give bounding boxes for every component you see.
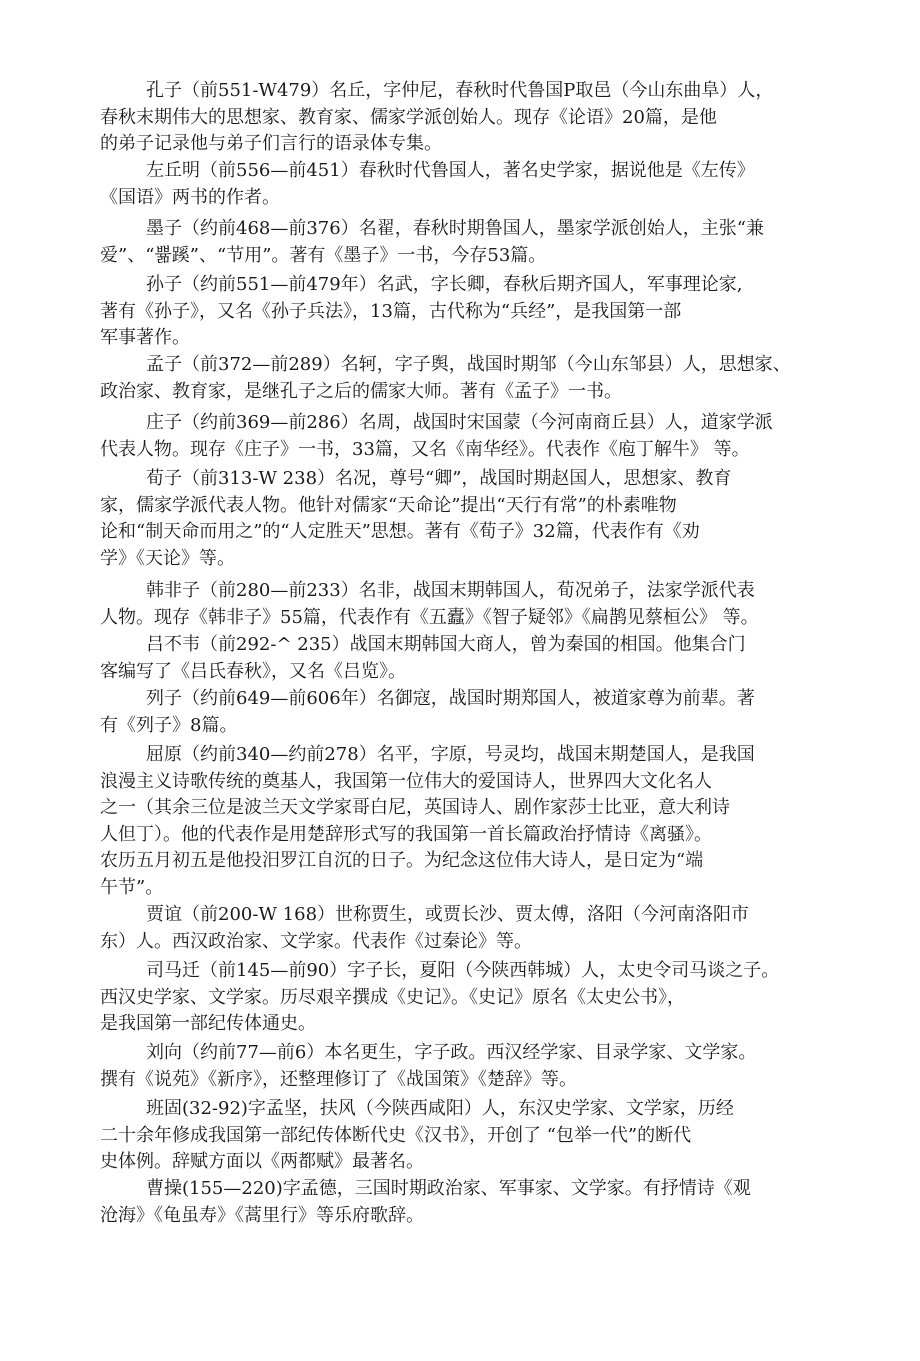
- entry-zhuangzi: [100, 410, 773, 463]
- entry-bangu: [100, 1096, 734, 1176]
- entry-quyuan: [100, 742, 755, 901]
- text-line: 是我国第一部纪传体通史。: [100, 1013, 316, 1034]
- text-line: 有《列子》8篇。: [100, 714, 238, 736]
- entry-simaqian: [100, 958, 779, 1038]
- entry-caocao: [100, 1176, 751, 1229]
- text-line: 《国语》两书的作者。: [100, 186, 280, 208]
- text-line: 人物。现存《韩非子》55篇，代表作有《五蠹》《智子疑邻》《扁鹊见蔡桓公》 等。: [100, 606, 759, 628]
- entry-liezi: [100, 686, 755, 739]
- text-line: 人但丁）。他的代表作是用楚辞形式写的我国第一首长篇政治抒情诗《离骚》。: [100, 823, 712, 845]
- text-line: 屈原（约前340—约前278）名平，字原，号灵均，战国末期楚国人，是我国: [146, 744, 755, 765]
- text-line: 爱”、“쁆蹊”、“节用”。著有《墨子》一书，今存53篇。: [100, 244, 547, 266]
- entry-hanfeizi: [100, 578, 759, 631]
- text-line: 政治家、教育家，是继孔子之后的儒家大师。著有《孟子》一书。: [100, 380, 622, 402]
- text-line: 贾谊（前200-W 168）世称贾生，或贾长沙、贾太傅，洛阳（今河南洛阳市: [146, 904, 750, 925]
- text-line: 浪漫主义诗歌传统的奠基人，我国第一位伟大的爱国诗人，世界四大文化名人: [100, 770, 712, 792]
- text-line: 韩非子（前280—前233）名非，战国末期韩国人，荀况弟子，法家学派代表: [146, 580, 755, 601]
- text-line: 史体例。辞赋方面以《两都赋》最著名。: [100, 1151, 424, 1172]
- text-line: 刘向（约前77—前6）本名更生，字子政。西汉经学家、目录学家、文学家。: [146, 1042, 757, 1063]
- text-line: 沧海》《龟虽寿》《蒿里行》等乐府歌辞。: [100, 1204, 424, 1226]
- entry-mengzi: [100, 352, 791, 405]
- entry-sunzi: [100, 272, 742, 352]
- text-line: 客编写了《吕氏春秋》，又名《吕览》。: [100, 660, 406, 682]
- text-line: 吕不韦（前292-^ 235）战国末期韩国大商人，曾为秦国的相国。他集合门: [146, 634, 746, 655]
- text-line: 撰有《说苑》《新序》，还整理修订了《战国策》《楚辞》等。: [100, 1068, 577, 1090]
- text-line: 代表人物。现存《庄子》一书，33篇，又名《南华经》。代表作《庖丁解牛》 等。: [100, 438, 750, 460]
- text-line: 庄子（约前369—前286）名周，战国时宋国蒙（今河南商丘县）人，道家学派: [146, 412, 773, 433]
- text-line: 左丘明（前556—前451）春秋时代鲁国人，著名史学家，据说他是《左传》: [146, 160, 755, 181]
- text-line: 班固(32-92)字孟坚，扶风（今陕西咸阳）人，东汉史学家、文学家，历经: [146, 1098, 734, 1119]
- text-line: 论和“制天命而用之”的“人定胜天”思想。著有《荀子》32篇，代表作有《劝: [100, 521, 700, 542]
- text-line: 的弟子记录他与弟子们言行的语录体专集。: [100, 133, 442, 154]
- text-line: 著有《孙子》，又名《孙子兵法》，13篇，古代称为“兵经”，是我国第一部: [100, 300, 682, 322]
- text-line: 荀子（前313-W 238）名况，尊号“卿”，战国时期赵国人，思想家、教育: [146, 468, 732, 489]
- text-line: 孔子（前551-W479）名丘，字仲尼，春秋时代鲁国P取邑（今山东曲阜）人，: [146, 80, 774, 101]
- entry-lvbuwei: [100, 632, 746, 685]
- entry-liuxiang: [100, 1040, 756, 1093]
- text-line: 军事著作。: [100, 327, 190, 348]
- text-line: 墨子（约前468—前376）名翟，春秋时期鲁国人，墨家学派创始人，主张“兼: [146, 218, 764, 239]
- entry-xunzi: [100, 466, 731, 572]
- text-line: 春秋末期伟大的思想家、教育家、儒家学派创始人。现存《论语》20篇，是他: [100, 106, 717, 128]
- text-line: 孟子（前372—前289）名轲，字子舆，战国时期邹（今山东邹县）人，思想家、: [146, 354, 791, 375]
- text-line: 东）人。西汉政治家、文学家。代表作《过秦论》等。: [100, 930, 532, 952]
- text-line: 午节”。: [100, 876, 164, 898]
- text-line: 孙子（约前551—前479年）名武，字长卿，春秋后期齐国人，军事理论家,: [146, 274, 743, 295]
- text-line: 司马迁（前145—前90）字子长，夏阳（今陕西韩城）人，太史令司马谈之子。: [146, 960, 780, 981]
- text-line: 农历五月初五是他投汨罗江自沉的日子。为纪念这位伟大诗人，是日定为“端: [100, 850, 704, 871]
- text-line: 之一（其余三位是波兰天文学家哥白尼，英国诗人、剧作家莎士比亚，意大利诗: [100, 797, 730, 818]
- entry-confucius: [100, 78, 773, 158]
- entry-mozi: [100, 216, 764, 269]
- entry-zuoqiuming: [100, 158, 755, 211]
- text-line: 曹操(155—220)字孟德，三国时期政治家、军事家、文学家。有抒情诗《观: [146, 1178, 751, 1199]
- text-line: 家，儒家学派代表人物。他针对儒家“天命论”提出“天行有常”的朴素唯物: [100, 494, 677, 516]
- text-line: 二十余年修成我国第一部纪传体断代史《汉书》，开创了 “包举一代”的断代: [100, 1124, 692, 1146]
- entry-jiayi: [100, 902, 749, 955]
- text-line: 西汉史学家、文学家。历尽艰辛撰成《史记》。《史记》原名《太史公书》，: [100, 986, 685, 1008]
- text-line: 学》《天论》等。: [100, 547, 235, 569]
- text-line: 列子（约前649—前606年）名御寇，战国时期郑国人，被道家尊为前辈。著: [146, 688, 755, 709]
